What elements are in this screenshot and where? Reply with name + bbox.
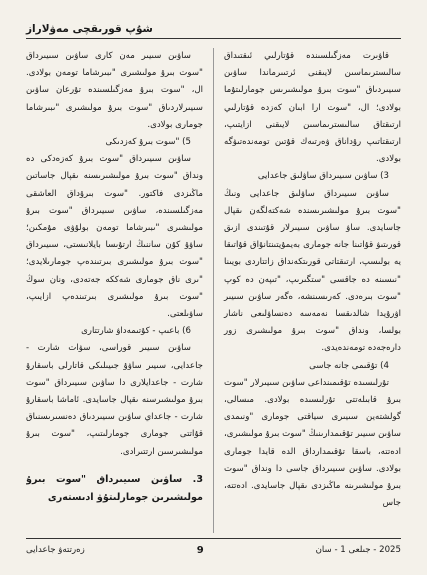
journal-title: شۇپ قورىقچى مەۋلاراز — [26, 23, 153, 35]
paragraph: 5) "سوت بىرۇ كەزدىكى — [105, 137, 191, 148]
paragraph: ساۋىن سىيىرداق ساۋلىق جاعدايى ونىڭ "سوت بىرۇ مولىشىرىسندە شەكتەلگەن ىقپال جاسايدى. ساۋ ساۋىن سىيىرلار قۇتىندى ازىق قورىتىۋ قۇاتىنا جانە جومارى بەيمۇيتىنتانۇاق قۇاتىقا يە بولىسپ، ارتىقتاتى قورىتكەنداق زاتتاردى بويىنا "نىسىنە دە جاقسى "ستگىرىپ، "تىپەن دە كوپ "سوت بىرەدى. كەرىسىنشە، ەگەر ساۋىن سىيىر اۋرۇيدا شالدىقسا نەمەسە دەنساۋلىعى ناشار بولسا، ونداق "سوت بىرۇ مولىشىرى زور دارەجەدە تومەندەيدى. — [224, 188, 401, 354]
page-number: 9 — [196, 544, 204, 556]
section-heading: 3. ساۋىن سىيىرداق "سوت بىرۇ مولىشىرىن جومارلىتۇۋ ادىستەرى — [26, 473, 203, 503]
left-column — [26, 48, 213, 533]
paragraph: ساۋىن سىيىرداق "سوت بىرۇ كەزەدكى دە ونداق "سوت بىرۇ مولىشىرىسنە ىقپال جاساتىن ماڭىزدى فاكتور. "سوت بىرۇداق العاشقى مەزگىلسىندە، ساۋىن سىيىرداق "سوت بىرۇ مولىشىرى "ىبىرشاما تومەن بولۇۋى مۇمكىن؛ ساۋۇ كۇن ساننىڭ ارتۇىسا بايلانىستى، سىيىرداق "سوت بىرۇ مولىشىرى بىرتىندەپ جومارىلايدى؛ "ىرى ناق جومارى شەككە جەتەدى، ونان سوڭ "سوت بىرۇ مولىشىرى بىرتىندەپ ازايىپ، ساۋىلعتى. — [26, 154, 203, 320]
paragraph: ساۋىن سىيىر قوراسى، سۋات شارت - جاعدايى، سىيىر ساۋۇ جىيىلىكى قاتارلى باسقارۇ شارت - جاعدايلارى دا ساۋىن سىيىرداق "سوت بىرۇ مولىشىرسنە ىقپال جاسايدى. ئاماشا باسقارۇ شارت - جاعداي ساۋىن سىيىردىاق دەنسىرىسنىاق قۇاتتى جومارى جومارلىتىپ، "سوت بىرۇ مولىشىرسىن ارتتىرادى. — [26, 343, 203, 457]
paragraph: 6) باعىپ - كۇتىمەداۋ شارتتارى — [81, 326, 191, 337]
footer-issue: 2025 - جىلعى 1 - سان — [315, 545, 401, 555]
paragraph: تۇرلىسىدە تۇقىمىنداعى ساۋىن سىيىرلار "سوت بىرۇ قابىلەتتى تۇرلىسىدە بولادى. مىسالى، گولشتەين سىيىرى سياقتى جومارى "ونىمدى ساۋىن سىيىر تۇقىمدارىنىڭ "سوت بىرۇ مولىشىرى، ادەتتە، باسقا تۇقىمدارداق الدە قايدا جومارى بولادى. ساۋىن سىيىرداق جاسى دا ونداق "سوت بىرۇ مولىشىرىنە ماڭىزدى ىقپال جاسايدى. ادەتتە، جاس — [224, 377, 401, 509]
right-column — [214, 48, 401, 533]
paragraph: ساۋىن سىيىر مەن كارى ساۋىن سىيىرداق "سوت بىرۇ مولىشىرى "ىبىرشاما تومەن بولادى. ال، "سوت بىرۇ مەزگىلسىندە تۇرعان ساۋىن سىيىرلاردىاق "سوت بىرۇ مولىشىرى "ىبىرشاما جومارى بولادى. — [26, 51, 203, 130]
article-body — [26, 48, 401, 533]
paragraph: 3) ساۋىن سىيىرداق ساۋلىق جاعدايى — [257, 171, 389, 182]
paragraph: 4) تۇقىمى جانە جاسى — [309, 360, 389, 371]
paragraph: قاۋىرت مەزگىلسىندە قۇتارلىي ئىقتىداق سالىسترىماسىن لايىقنى ئرتىىرماندا ساۋىن سىيىردىاق "سوت بىرۇ مولىشىرىس جومارلىتۇما بولادى؛ ال، "سوت ارا ابىان كەزدە قۇتارلىي ارتىقتاق سالىسترىماسىن لايىقنى ازايتىپ، ارتىقتاتىپ رۇداناق ۋەرتىەك قۇتىن تومەندەتىۋگە بولادى. — [224, 51, 401, 165]
footer-section: زەرتتەۋ جاعدايى — [26, 545, 85, 555]
header — [26, 16, 401, 39]
footer — [26, 538, 401, 561]
